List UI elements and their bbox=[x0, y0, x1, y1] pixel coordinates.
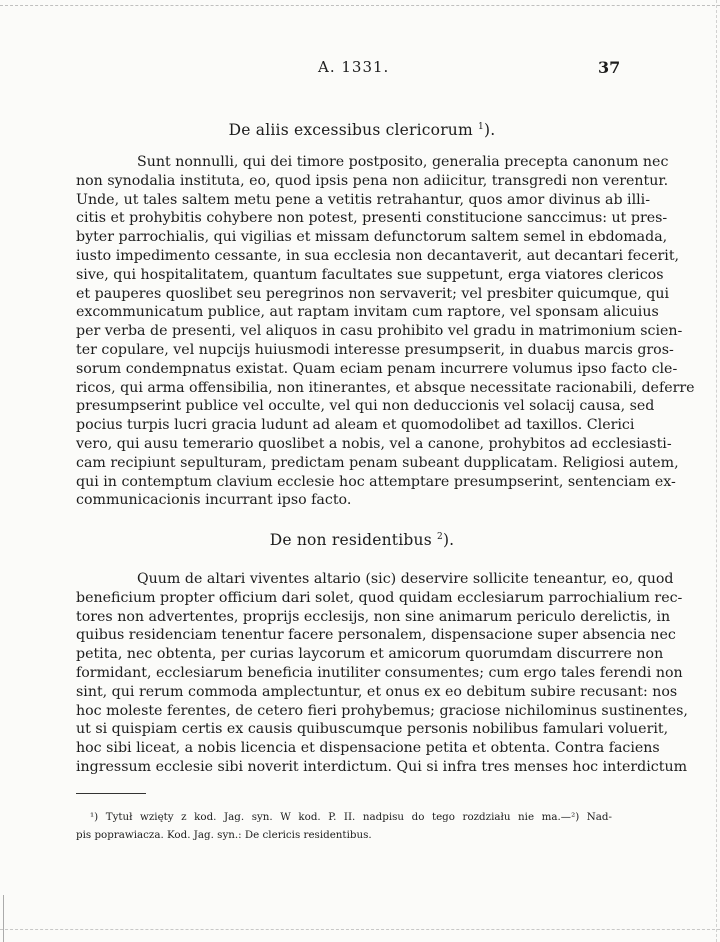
heading-text: De aliis excessibus clericorum bbox=[228, 121, 473, 139]
heading-end: ). bbox=[442, 531, 455, 549]
text-line: sive, qui hospitalitatem, quantum facultates sue suppetunt, erga viatores clericos bbox=[76, 266, 664, 283]
text-line: non synodalia instituta, eo, quod ipsis pena non adiicitur, transgredi non verentur. bbox=[76, 172, 669, 189]
scan-edge-right bbox=[716, 0, 717, 942]
section-heading-residentibus bbox=[2, 531, 720, 549]
year-mark: A. 1331. bbox=[318, 58, 390, 76]
paragraph-excessibus bbox=[76, 153, 695, 510]
text-line: iusto impedimento cessante, in sua ecclesia non decantaverit, aut decantari fecerit, bbox=[76, 247, 680, 264]
text-line: petita, nec obtenta, per curias laycorum et amicorum quorumdam discurrere non bbox=[76, 646, 664, 663]
text-line: ut si quispiam certis ex causis quibuscumque personis nobilibus famulari voluerit, bbox=[76, 721, 669, 738]
text-line: ricos, qui arma offensibilia, non itinerantes, et absque necessitate racionabili, deferre bbox=[76, 379, 695, 396]
text-line: formidant, ecclesiarum beneficia inutiliter consumentes; cum ergo tales ferendi non bbox=[76, 664, 683, 681]
text-line: hoc sibi liceat, a nobis licencia et dispensacione petita et obtenta. Contra faciens bbox=[76, 740, 660, 757]
text-line: pocius turpis lucri gracia ludunt ad aleam et quomodolibet ad taxillos. Clerici bbox=[76, 417, 635, 434]
footnote-rule bbox=[76, 793, 146, 794]
text-line: per verba de presenti, vel aliquos in casu prohibito vel gradu in matrimonium scien- bbox=[76, 323, 683, 340]
text-line: sint, qui rerum commoda amplectuntur, et onus ex eo debitum subire recusant: nos bbox=[76, 683, 678, 700]
footnote-line: ¹) Tytuł wzięty z kod. Jag. syn. W kod. P. II. nadpisu do tego rozdziału nie ma.—²) Nad- bbox=[90, 811, 612, 823]
text-line: beneficium propter officium dari solet, quod quidam ecclesiarum parrochialium rec- bbox=[76, 589, 683, 606]
heading-end: ). bbox=[483, 121, 496, 139]
text-line: Quum de altari viventes altario (sic) deservire sollicite teneantur, eo, quod bbox=[137, 571, 674, 587]
text-line: byter parrochialis, qui vigilias et missam defunctorum saltem semel in ebdomada, bbox=[76, 229, 668, 246]
heading-text: De non residentibus bbox=[269, 531, 432, 549]
text-line: excommunicatum publice, aut raptam invitam cum raptore, vel sponsam alicuius bbox=[76, 304, 659, 321]
paragraph-residentibus bbox=[76, 570, 688, 777]
text-line: quibus residenciam tenentur facere personalem, dispensacione super absencia nec bbox=[76, 627, 676, 644]
running-head bbox=[0, 58, 720, 82]
text-line: ingressum ecclesie sibi noverit interdictum. Qui si infra tres menses hoc interdictum bbox=[76, 758, 688, 775]
footnote-line: pis poprawiacza. Kod. Jag. syn.: De clericis residentibus. bbox=[76, 829, 372, 841]
scan-edge-top bbox=[0, 5, 720, 6]
text-line: citis et prohybitis cohybere non potest, presenti constitucione sanccimus: ut pres- bbox=[76, 210, 668, 227]
text-line: communicacionis incurrant ipso facto. bbox=[76, 492, 352, 509]
text-line: vero, qui ausu temerario quoslibet a nobis, vel a canone, prohybitos ad ecclesiasti- bbox=[76, 435, 672, 452]
footnote-ref: 2 bbox=[437, 531, 443, 542]
page-number: 37 bbox=[598, 58, 621, 77]
text-line: ter copulare, vel nupcijs huiusmodi interesse presumpserit, in duabus marcis gros- bbox=[76, 341, 674, 358]
text-line: qui in contemptum clavium ecclesie hoc attemptare presumpserint, sentenciam ex- bbox=[76, 473, 676, 490]
text-line: cam recipiunt sepulturam, predictam penam subeant dupplicatam. Religiosi autem, bbox=[76, 454, 679, 471]
text-line: et pauperes quoslibet seu peregrinos non servaverit; vel presbiter quicumque, qui bbox=[76, 285, 670, 302]
footnote-ref: 1 bbox=[478, 121, 484, 132]
section-heading-excessibus bbox=[2, 121, 720, 139]
text-line: tores non advertentes, proprijs ecclesijs, non sine animarum periculo derelictis, in bbox=[76, 608, 671, 625]
text-line: sorum condempnatus existat. Quam eciam penam incurrere volumus ipso facto cle- bbox=[76, 360, 678, 377]
text-line: Sunt nonnulli, qui dei timore postposito, generalia precepta canonum nec bbox=[137, 154, 669, 170]
text-line: hoc moleste ferentes, de cetero fieri prohybemus; graciose nichilominus sustinentes, bbox=[76, 702, 688, 719]
text-line: presumpserint publice vel occulte, vel qui non deduccionis vel solacij causa, sed bbox=[76, 398, 655, 415]
text-line: Unde, ut tales saltem metu pene a vetitis retrahantur, quos amor divinus ab illi- bbox=[76, 191, 650, 208]
scan-edge-bottom bbox=[0, 929, 720, 930]
scan-edge-left bbox=[3, 895, 4, 942]
footnotes bbox=[76, 808, 612, 844]
